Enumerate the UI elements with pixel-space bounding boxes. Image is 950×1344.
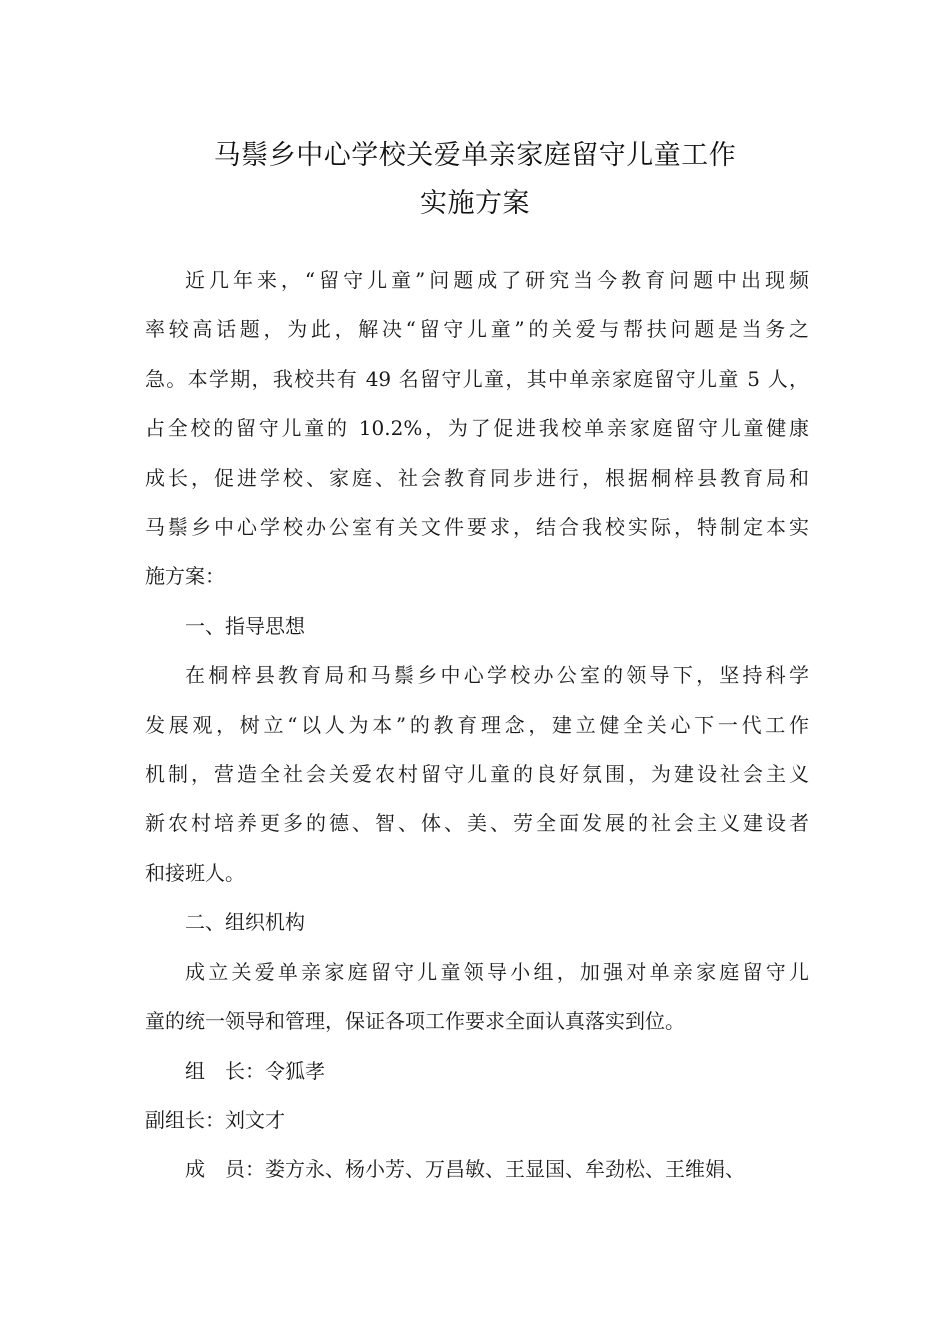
intro-line-2: 率较高话题，为此，解决“留守儿童”的关爱与帮扶问题是当务之 [145, 317, 809, 342]
section-1-line-3: 机制，营造全社会关爱农村留守儿童的良好氛围，为建设社会主义 [145, 762, 809, 787]
document-title [0, 132, 950, 228]
section-2-line-1: 成立关爱单亲家庭留守儿童领导小组，加强对单亲家庭留守儿 [185, 959, 809, 984]
intro-line-1: 近几年来，“留守儿童”问题成了研究当今教育问题中出现频 [185, 268, 809, 292]
section-1-line-5: 和接班人。 [145, 860, 245, 885]
intro-paragraph [145, 256, 809, 602]
section-2-heading: 二、组织机构 [185, 910, 305, 935]
section-2-line-2: 童的统一领导和管理，保证各项工作要求全面认真落实到位。 [145, 1009, 685, 1034]
leader-label: 组 长： [185, 1058, 265, 1083]
title-line-2: 实施方案 [420, 188, 530, 219]
section-1-paragraph [145, 651, 809, 898]
leader-row [145, 1047, 809, 1096]
document-body [145, 256, 809, 1195]
section-1-line-2: 发展观，树立“以人为本”的教育理念，建立健全关心下一代工作 [145, 712, 809, 737]
section-1-heading: 一、指导思想 [185, 613, 305, 638]
deputy-label: 副组长： [145, 1107, 225, 1132]
section-1-line-4: 新农村培养更多的德、智、体、美、劳全面发展的社会主义建设者 [145, 811, 809, 836]
intro-line-4: 占全校的留守儿童的 10.2%，为了促进我校单亲家庭留守儿童健康 [145, 416, 809, 441]
title-line-1: 马鬃乡中心学校关爱单亲家庭留守儿童工作 [213, 140, 737, 171]
intro-line-3: 急。本学期，我校共有 49 名留守儿童，其中单亲家庭留守儿童 5 人， [145, 366, 809, 391]
intro-line-6: 马鬃乡中心学校办公室有关文件要求，结合我校实际，特制定本实 [145, 515, 809, 540]
section-1-line-1: 在桐梓县教育局和马鬃乡中心学校办公室的领导下，坚持科学 [185, 663, 809, 688]
members-label: 成 员： [185, 1157, 265, 1182]
deputy-row [145, 1096, 809, 1145]
members-names: 娄方永、杨小芳、万昌敏、王显国、牟劲松、王维娟、 [265, 1157, 745, 1182]
members-row [145, 1145, 809, 1194]
leader-name: 令狐孝 [265, 1058, 325, 1083]
intro-line-7: 施方案： [145, 564, 225, 589]
deputy-name: 刘文才 [225, 1107, 285, 1132]
section-2-paragraph [145, 948, 809, 1047]
intro-line-5: 成长，促进学校、家庭、社会教育同步进行，根据桐梓县教育局和 [145, 465, 809, 490]
